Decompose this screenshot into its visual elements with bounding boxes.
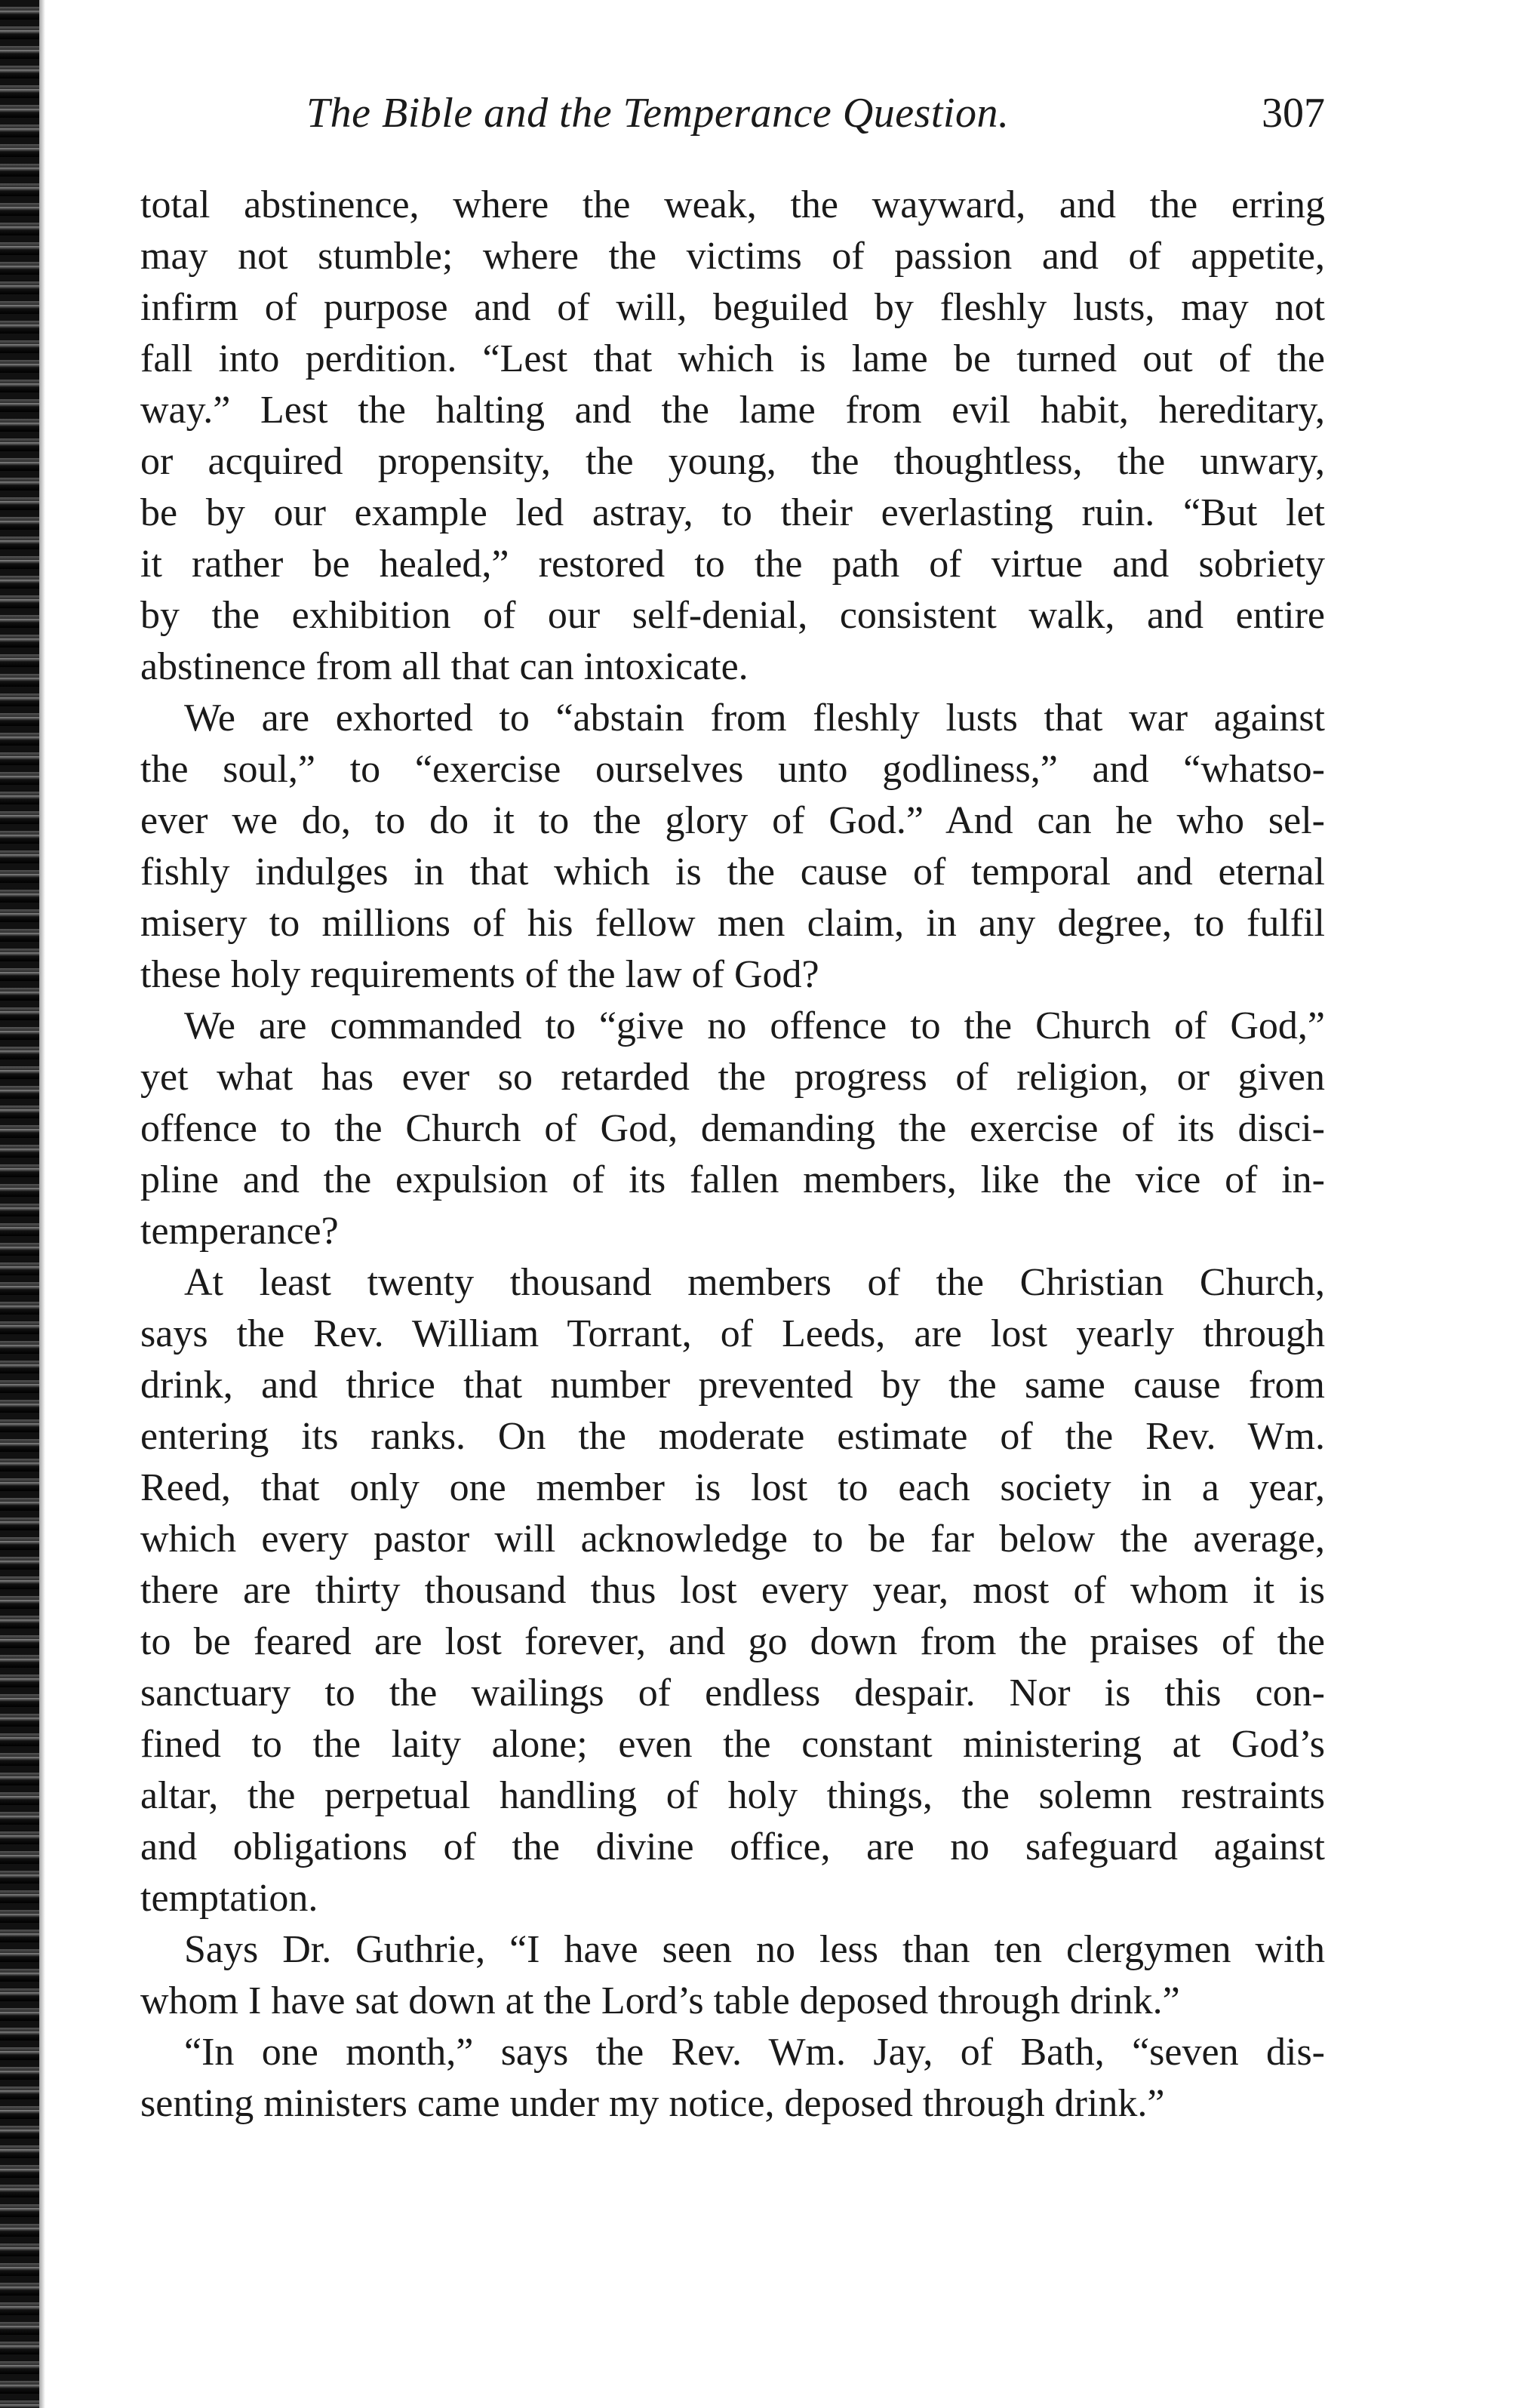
text-line: the soul,” to “exercise ourselves unto godliness,” and “whatso-	[140, 748, 1325, 791]
text-line: these holy requirements of the law of God?	[140, 953, 819, 996]
text-line: drink, and thrice that number prevented by the same cause from	[140, 1364, 1325, 1407]
text-line: fined to the laity alone; even the constant ministering at God’s	[140, 1723, 1325, 1766]
text-line: by the exhibition of our self-denial, consistent walk, and entire	[140, 594, 1325, 637]
text-line: entering its ranks. On the moderate estimate of the Rev. Wm.	[140, 1415, 1325, 1458]
text-line: offence to the Church of God, demanding the exercise of its disci-	[140, 1107, 1325, 1150]
text-line: sanctuary to the wailings of endless despair. Nor is this con-	[140, 1671, 1325, 1715]
text-line: misery to millions of his fellow men claim, in any degree, to fulfil	[140, 902, 1325, 945]
page-number: 307	[1262, 90, 1325, 137]
text-line: way.” Lest the halting and the lame from evil habit, hereditary,	[140, 389, 1325, 432]
text-line: yet what has ever so retarded the progress of religion, or given	[140, 1056, 1325, 1099]
text-line: which every pastor will acknowledge to be far below the average,	[140, 1518, 1325, 1561]
text-line: fishly indulges in that which is the cause of temporal and eternal	[140, 850, 1325, 893]
text-line: total abstinence, where the weak, the wayward, and the erring	[140, 183, 1325, 226]
text-line: there are thirty thousand thus lost every year, most of whom it is	[140, 1569, 1325, 1612]
text-line: or acquired propensity, the young, the thoughtless, the unwary,	[140, 440, 1325, 483]
text-line: We are exhorted to “abstain from fleshly lusts that war against	[184, 697, 1325, 740]
body-text	[140, 180, 1325, 2130]
text-line: abstinence from all that can intoxicate.	[140, 645, 749, 688]
text-line: says the Rev. William Torrant, of Leeds, are lost yearly through	[140, 1312, 1325, 1355]
page-binding-edge	[0, 0, 39, 2408]
running-title: The Bible and the Temperance Question.	[306, 90, 1010, 137]
text-line: infirm of purpose and of will, beguiled by fleshly lusts, may not	[140, 286, 1325, 329]
text-line: may not stumble; where the victims of passion and of appetite,	[140, 235, 1325, 278]
text-line: We are commanded to “give no offence to the Church of God,”	[184, 1004, 1325, 1047]
text-line: senting ministers came under my notice, deposed through drink.”	[140, 2082, 1165, 2125]
text-line: At least twenty thousand members of the Christian Church,	[184, 1261, 1325, 1304]
text-line: Reed, that only one member is lost to each society in a year,	[140, 1466, 1325, 1509]
text-line: ever we do, to do it to the glory of God.” And can he who sel-	[140, 799, 1325, 842]
text-line: be by our example led astray, to their everlasting ruin. “But let	[140, 491, 1325, 534]
text-line: temptation.	[140, 1877, 318, 1920]
text-line: altar, the perpetual handling of holy things, the solemn restraints	[140, 1774, 1325, 1817]
text-line: temperance?	[140, 1210, 339, 1253]
text-line: “In one month,” says the Rev. Wm. Jay, of Bath, “seven dis-	[184, 2031, 1325, 2074]
text-line: pline and the expulsion of its fallen members, like the vice of in-	[140, 1158, 1325, 1201]
text-line: fall into perdition. “Lest that which is lame be turned out of the	[140, 337, 1325, 380]
text-line: it rather be healed,” restored to the path of virtue and sobriety	[140, 543, 1325, 586]
running-head	[140, 89, 1325, 149]
text-line: whom I have sat down at the Lord’s table deposed through drink.”	[140, 1979, 1180, 2022]
text-line: and obligations of the divine office, are no safeguard against	[140, 1825, 1325, 1868]
text-line: to be feared are lost forever, and go down from the praises of the	[140, 1620, 1325, 1663]
text-line: Says Dr. Guthrie, “I have seen no less than ten clergymen with	[184, 1928, 1325, 1971]
